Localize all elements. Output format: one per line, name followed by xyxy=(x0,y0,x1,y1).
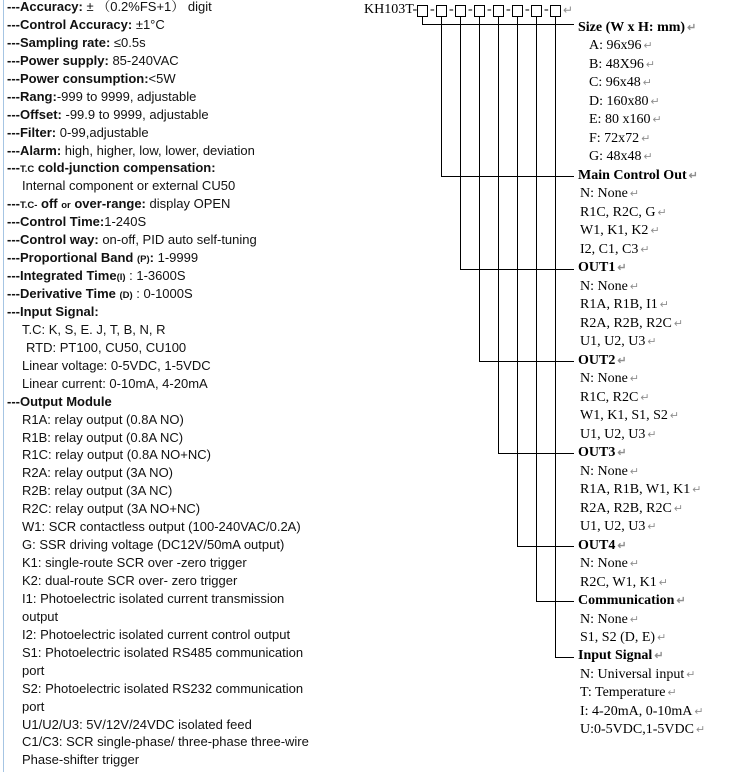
order-option-text: R1A, R1B, I1 xyxy=(580,297,658,313)
model-number-prefix: KH103T- xyxy=(364,2,418,17)
spec-text: ---Offset: xyxy=(7,106,62,122)
spec-text: on-off, PID auto self-tuning xyxy=(98,232,257,248)
connector-line xyxy=(460,17,461,270)
spec-text: --- xyxy=(7,160,20,176)
separator: - xyxy=(430,2,435,17)
spec-text: display OPEN xyxy=(145,196,231,212)
spec-text: <5W xyxy=(148,70,176,86)
order-section-label xyxy=(578,167,705,185)
spec-text: 1-240S xyxy=(104,214,147,230)
order-option xyxy=(578,241,705,259)
order-option xyxy=(578,629,705,647)
order-section-label xyxy=(578,592,705,610)
order-option-text: I: 4-20mA, 0-10mA xyxy=(580,703,693,719)
spec-text: ---Power supply: xyxy=(7,52,109,68)
separator: - xyxy=(449,2,454,17)
spec-text: ---Proportional Band xyxy=(7,250,137,266)
return-mark: ↵ xyxy=(563,3,574,17)
spec-text: port xyxy=(22,662,45,678)
order-option-text: A: 96x96 xyxy=(589,38,642,54)
order-code-box xyxy=(493,5,504,17)
return-mark: ↵ xyxy=(658,576,668,589)
spec-text: G: SSR driving voltage (DC12V/50mA output) xyxy=(22,537,285,553)
spec-text: S2: Photoelectric isolated RS232 communication xyxy=(22,680,304,696)
return-mark: ↵ xyxy=(647,521,657,534)
order-option xyxy=(578,555,705,573)
spec-text: ---Rang: xyxy=(7,88,57,104)
return-mark: ↵ xyxy=(657,206,667,219)
return-mark: ↵ xyxy=(645,58,656,71)
return-mark: ↵ xyxy=(647,336,657,349)
order-option xyxy=(578,611,705,629)
return-mark: ↵ xyxy=(673,317,684,330)
order-option-text: N: Universal input xyxy=(580,666,685,682)
connector-line xyxy=(536,17,537,602)
connector-line xyxy=(555,17,556,658)
spec-text: --- xyxy=(7,196,20,212)
return-mark: ↵ xyxy=(629,465,640,478)
order-option-text: U1, U2, U3 xyxy=(580,334,646,350)
return-mark: ↵ xyxy=(617,539,627,552)
spec-text: off xyxy=(37,196,62,212)
order-option-text: N: None xyxy=(580,611,628,627)
spec-text: Internal component or external CU50 xyxy=(22,178,236,194)
order-option xyxy=(578,222,705,240)
return-mark: ↵ xyxy=(641,132,651,145)
spec-text: I2: Photoelectric isolated current control output xyxy=(22,626,291,642)
spec-text: S1: Photoelectric isolated RS485 communication xyxy=(22,644,304,660)
order-section-label xyxy=(578,647,705,665)
return-mark: ↵ xyxy=(650,225,660,238)
connector-line xyxy=(479,361,574,362)
connector-line xyxy=(498,17,499,454)
order-section-label xyxy=(578,259,705,277)
spec-text: cold-junction compensation: xyxy=(34,160,216,176)
order-code-box xyxy=(474,5,485,17)
spec-text: T.C xyxy=(20,164,35,176)
order-option xyxy=(578,481,705,499)
order-option-text: N: None xyxy=(580,278,628,294)
spec-text: ---Accuracy: xyxy=(7,0,83,14)
order-option xyxy=(578,463,705,481)
order-option xyxy=(578,666,705,684)
spec-text: ---Sampling rate: xyxy=(7,34,111,50)
spec-text: : 1-3600S xyxy=(125,268,186,284)
return-mark: ↵ xyxy=(642,77,652,90)
return-mark: ↵ xyxy=(617,447,627,460)
spec-text: or xyxy=(61,200,71,212)
order-option-text: B: 48X96 xyxy=(589,56,644,72)
order-option xyxy=(578,407,705,425)
spec-text: ---Filter: xyxy=(7,124,57,140)
order-option xyxy=(578,37,705,55)
order-option-text: S1, S2 (D, E) xyxy=(580,629,656,645)
order-option-text: R1C, R2C, G xyxy=(580,204,656,220)
spec-text: Phase-shifter trigger xyxy=(22,752,140,768)
order-section-label-text: OUT4 xyxy=(578,537,616,553)
return-mark: ↵ xyxy=(617,354,627,367)
order-option-text: U:0-5VDC,1-5VDC xyxy=(580,722,694,738)
return-mark: ↵ xyxy=(673,502,684,515)
spec-text: R2A: relay output (3A NO) xyxy=(22,465,174,481)
return-mark: ↵ xyxy=(629,280,640,293)
return-mark: ↵ xyxy=(643,151,653,164)
order-code-box xyxy=(512,5,523,17)
spec-text: RTD: PT100, CU50, CU100 xyxy=(26,339,187,355)
spec-text: ± （0.2%FS+1） digit xyxy=(82,0,212,14)
spec-text: R1B: relay output (0.8A NC) xyxy=(22,429,184,445)
return-mark: ↵ xyxy=(647,428,657,441)
order-option-text: R1A, R1B, W1, K1 xyxy=(580,482,691,498)
order-option xyxy=(578,130,705,148)
spec-text: ---Derivative Time xyxy=(7,286,120,301)
spec-text: ---Control Accuracy: xyxy=(7,16,133,32)
return-mark: ↵ xyxy=(629,613,640,626)
return-mark: ↵ xyxy=(654,650,664,663)
spec-text: ---Alarm: xyxy=(7,142,62,158)
spec-text: high, higher, low, lower, deviation xyxy=(61,142,255,158)
spec-text: ---Power consumption: xyxy=(7,70,149,86)
return-mark: ↵ xyxy=(676,595,686,608)
order-option-text: R2A, R2B, R2C xyxy=(580,315,672,331)
separator: - xyxy=(487,2,492,17)
order-option xyxy=(578,518,705,536)
order-section-label-text: OUT3 xyxy=(578,445,616,461)
order-option-text: W1, K1, S1, S2 xyxy=(580,408,668,424)
order-option xyxy=(578,703,705,721)
spec-text: T.C: K, S, E. J, T, B, N, R xyxy=(22,321,166,337)
connector-line xyxy=(441,17,442,177)
spec-text: : 0-1000S xyxy=(132,286,193,301)
spec-text: Linear voltage: 0-5VDC, 1-5VDC xyxy=(22,357,211,373)
connector-line xyxy=(517,546,574,547)
order-code-box xyxy=(455,5,466,17)
order-code-box xyxy=(550,5,561,17)
order-option xyxy=(578,296,705,314)
order-option-text: G: 48x48 xyxy=(589,149,642,165)
order-options-list xyxy=(578,19,705,740)
order-option xyxy=(578,389,705,407)
spec-text: R1A: relay output (0.8A NO) xyxy=(22,411,184,427)
return-mark: ↵ xyxy=(640,243,650,256)
spec-text: -99.9 to 9999, adjustable xyxy=(61,106,209,122)
spec-text: R2C: relay output (3A NO+NC) xyxy=(22,501,201,517)
spec-text: K1: single-route SCR over -zero trigger xyxy=(22,555,247,571)
order-section-label xyxy=(578,19,705,37)
order-section-label-text: Size (W x H: mm) xyxy=(578,20,686,35)
spec-text: R1C: relay output (0.8A NO+NC) xyxy=(22,447,211,463)
order-option-text: T: Temperature xyxy=(580,685,666,701)
order-option xyxy=(578,278,705,296)
order-section-label-text: Input Signal xyxy=(578,648,653,664)
order-section-label xyxy=(578,537,705,555)
order-option xyxy=(578,74,705,92)
return-mark: ↵ xyxy=(667,687,677,700)
spec-text: : xyxy=(149,250,155,266)
return-mark: ↵ xyxy=(659,299,670,312)
spec-text: ≤0.5s xyxy=(110,34,146,50)
return-mark: ↵ xyxy=(643,40,653,53)
order-code-box xyxy=(417,5,428,17)
order-option xyxy=(578,684,705,702)
spec-text: -999 to 9999, adjustable xyxy=(56,88,197,104)
spec-text: port xyxy=(22,698,45,714)
spec-text: over-range: xyxy=(70,196,146,212)
return-mark: ↵ xyxy=(629,373,640,386)
spec-text: W1: SCR contactless output (100-240VAC/0.2A) xyxy=(22,519,301,535)
order-option xyxy=(578,148,705,166)
order-option xyxy=(578,315,705,333)
spec-text: ---Output Module xyxy=(7,393,112,409)
spec-text: (D) xyxy=(119,290,133,301)
spec-text: U1/U2/U3: 5V/12V/24VDC isolated feed xyxy=(22,716,252,732)
spec-text: Linear current: 0-10mA, 4-20mA xyxy=(22,375,208,391)
order-section-label xyxy=(578,444,705,462)
return-mark: ↵ xyxy=(669,410,680,423)
connector-line xyxy=(479,17,480,362)
order-section-label-text: OUT1 xyxy=(578,260,616,276)
order-option-text: I2, C1, C3 xyxy=(580,241,639,257)
order-section-label-text: Communication xyxy=(578,593,675,609)
order-section-label xyxy=(578,352,705,370)
spec-text: ---Control way: xyxy=(7,232,99,248)
return-mark: ↵ xyxy=(657,631,667,644)
return-mark: ↵ xyxy=(687,22,697,34)
order-option xyxy=(578,185,705,203)
spec-text: R2B: relay output (3A NC) xyxy=(22,483,173,499)
spec-text: output xyxy=(22,608,59,624)
order-option-text: N: None xyxy=(580,556,628,572)
order-section-label-text: Main Control Out xyxy=(578,167,687,183)
separator: - xyxy=(468,2,473,17)
return-mark: ↵ xyxy=(694,705,704,718)
spec-text: ---Control Time: xyxy=(7,214,105,230)
order-option xyxy=(578,56,705,74)
separator: - xyxy=(506,2,511,17)
order-option-text: U1, U2, U3 xyxy=(580,426,646,442)
spec-text: ---Input Signal: xyxy=(7,303,99,319)
order-option xyxy=(578,721,705,739)
order-option xyxy=(578,93,705,111)
order-option-text: U1, U2, U3 xyxy=(580,519,646,535)
order-option-text: C: 96x48 xyxy=(589,75,641,91)
order-option xyxy=(578,574,705,592)
return-mark: ↵ xyxy=(686,668,696,681)
separator: - xyxy=(525,2,530,17)
return-mark: ↵ xyxy=(629,188,640,201)
order-option xyxy=(578,333,705,351)
return-mark: ↵ xyxy=(652,114,662,127)
order-option-text: N: None xyxy=(580,463,628,479)
spec-text: ±1°C xyxy=(132,16,165,32)
order-option-text: R2C, W1, K1 xyxy=(580,574,657,590)
spec-text: 1-9999 xyxy=(154,250,199,266)
separator: - xyxy=(544,2,549,17)
return-mark: ↵ xyxy=(650,95,660,108)
return-mark: ↵ xyxy=(692,484,702,497)
order-option xyxy=(578,204,705,222)
return-mark: ↵ xyxy=(640,391,650,404)
spec-text: I1: Photoelectric isolated current transmission xyxy=(22,590,285,606)
order-option xyxy=(578,500,705,518)
return-mark: ↵ xyxy=(629,558,640,571)
spec-text: 0-99,adjustable xyxy=(56,124,149,140)
order-option-text: F: 72x72 xyxy=(589,130,640,146)
spec-text: (I) xyxy=(116,272,126,284)
order-option xyxy=(578,370,705,388)
spec-text: K2: dual-route SCR over- zero trigger xyxy=(22,573,238,588)
order-option-text: N: None xyxy=(580,186,628,202)
order-option-text: R1C, R2C xyxy=(580,389,639,405)
order-code-box xyxy=(436,5,447,17)
return-mark: ↵ xyxy=(688,169,698,182)
connector-line xyxy=(555,657,574,658)
return-mark: ↵ xyxy=(617,262,627,275)
order-option-text: D: 160x80 xyxy=(589,93,649,109)
order-option xyxy=(578,111,705,129)
order-option-text: E: 80 x160 xyxy=(589,112,651,128)
spec-text: (P) xyxy=(137,254,150,266)
order-option xyxy=(578,426,705,444)
order-option-text: N: None xyxy=(580,371,628,387)
order-code-box xyxy=(531,5,542,17)
spec-text: T.C- xyxy=(20,200,38,212)
order-option-text: W1, K1, K2 xyxy=(580,223,649,239)
spec-text: 85-240VAC xyxy=(108,52,179,68)
order-option-text: R2A, R2B, R2C xyxy=(580,500,672,516)
order-section-label-text: OUT2 xyxy=(578,352,616,368)
connector-line xyxy=(517,17,518,547)
spec-text: ---Integrated Time xyxy=(7,268,117,284)
return-mark: ↵ xyxy=(695,724,706,737)
spec-text: C1/C3: SCR single-phase/ three-phase three-wire xyxy=(22,734,309,750)
